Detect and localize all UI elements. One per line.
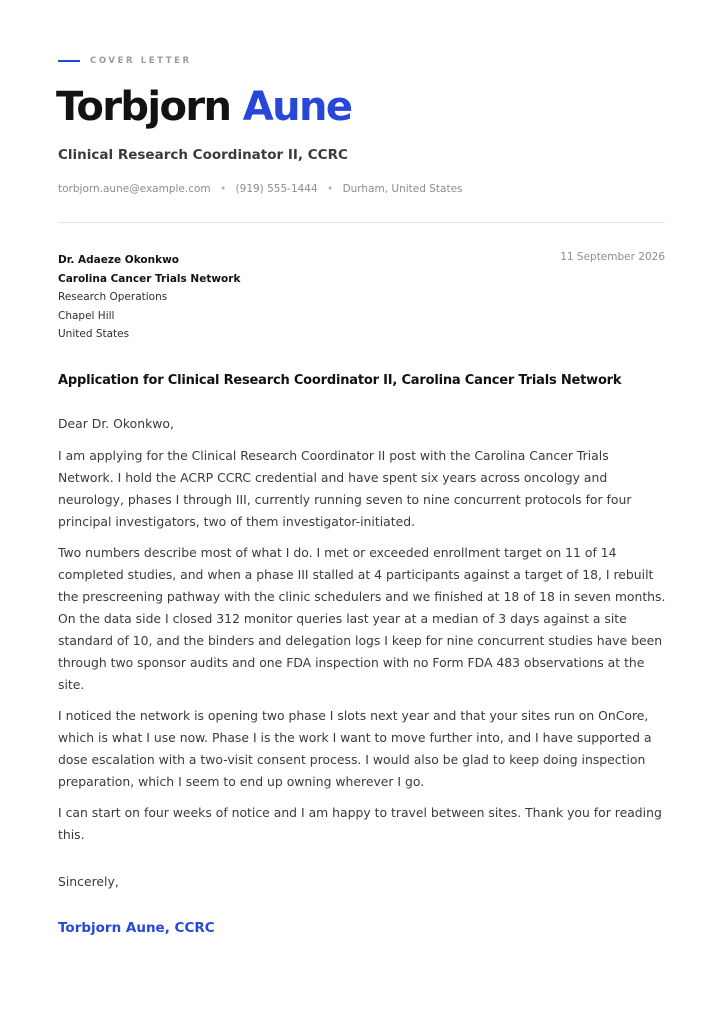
separator-dot: • xyxy=(327,183,334,195)
contact-email[interactable]: torbjorn.aune@example.com xyxy=(58,183,211,195)
applicant-last-name: Aune xyxy=(242,84,352,130)
eyebrow-label: COVER LETTER xyxy=(90,56,192,66)
recipient-name: Dr. Adaeze Okonkwo xyxy=(58,254,179,266)
letter-paragraph: I can start on four weeks of notice and I am happy to travel between sites. Thank you for reading this. xyxy=(58,805,662,842)
header-divider xyxy=(58,222,665,223)
applicant-role: Clinical Research Coordinator II, CCRC xyxy=(58,147,348,163)
recipient-organization: Carolina Cancer Trials Network xyxy=(58,272,241,285)
letter-greeting: Dear Dr. Okonkwo, xyxy=(58,416,174,431)
letter-body xyxy=(58,413,668,855)
recipient-department: Research Operations xyxy=(58,291,168,304)
contact-phone[interactable]: (919) 555-1444 xyxy=(235,183,318,195)
letter-paragraph: Two numbers describe most of what I do. I met or exceeded enrollment target on 11 of 14 completed studies, and when a phase III stalled at 4 participants against a target of 18, I rebuilt the prescreening pathway with the clinic schedulers and we finished at 18 of 18 in seven months. On the data side I closed 312 monitor queries last year at a median of 3 days against a site standard of 10, and the binders and delegation logs I keep for nine concurrent studies have been through two sponsor audits and one FDA inspection with no Form FDA 483 observations at the site. xyxy=(58,545,666,692)
eyebrow-accent-line xyxy=(58,60,80,62)
eyebrow xyxy=(58,56,192,66)
recipient-block xyxy=(58,251,240,344)
recipient-country: United States xyxy=(58,328,130,341)
contact-location: Durham, United States xyxy=(342,183,463,195)
applicant-first-name: Torbjorn xyxy=(56,84,231,130)
applicant-name xyxy=(56,82,351,132)
letter-signature: Torbjorn Aune, CCRC xyxy=(58,920,215,936)
letter-date: 11 September 2026 xyxy=(560,251,665,263)
recipient-city: Chapel Hill xyxy=(58,309,115,322)
letter-paragraph: I am applying for the Clinical Research Coordinator II post with the Carolina Cancer Trials Network. I hold the ACRP CCRC credential and have spent six years across oncology and neurology, phases I through III, currently running seven to nine concurrent protocols for four principal investigators, two of them investigator-initiated. xyxy=(58,448,632,529)
separator-dot: • xyxy=(220,183,227,195)
letter-closing: Sincerely, xyxy=(58,874,119,889)
letter-subject: Application for Clinical Research Coordinator II, Carolina Cancer Trials Network xyxy=(58,373,622,388)
letter-paragraph: I noticed the network is opening two phase I slots next year and that your sites run on OnCore, which is what I use now. Phase I is the work I want to move further into, and I have supported a dose escalation with a two-visit consent process. I would also be glad to keep doing inspection preparation, which I seem to end up owning wherever I go. xyxy=(58,708,652,789)
contact-line xyxy=(58,183,463,195)
